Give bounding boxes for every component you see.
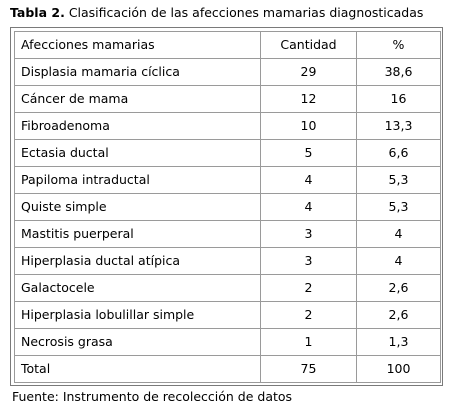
cell-cantidad: 4 bbox=[261, 194, 357, 221]
cell-porcentaje: 16 bbox=[357, 86, 441, 113]
table-frame bbox=[10, 27, 443, 386]
cell-porcentaje: 13,3 bbox=[357, 113, 441, 140]
table-row bbox=[15, 221, 441, 248]
table-row bbox=[15, 113, 441, 140]
cell-cantidad: 10 bbox=[261, 113, 357, 140]
table-row bbox=[15, 329, 441, 356]
cell-afeccion: Necrosis grasa bbox=[15, 329, 261, 356]
header-porcentaje: % bbox=[357, 32, 441, 59]
data-table bbox=[14, 31, 441, 383]
cell-cantidad: 4 bbox=[261, 167, 357, 194]
cell-afeccion: Fibroadenoma bbox=[15, 113, 261, 140]
cell-porcentaje: 2,6 bbox=[357, 275, 441, 302]
cell-afeccion: Hiperplasia ductal atípica bbox=[15, 248, 261, 275]
cell-cantidad: 5 bbox=[261, 140, 357, 167]
table-row bbox=[15, 275, 441, 302]
header-row bbox=[15, 32, 441, 59]
table-row bbox=[15, 248, 441, 275]
table-row bbox=[15, 59, 441, 86]
cell-porcentaje: 4 bbox=[357, 221, 441, 248]
table-caption bbox=[10, 5, 423, 20]
total-label: Total bbox=[15, 356, 261, 383]
cell-afeccion: Mastitis puerperal bbox=[15, 221, 261, 248]
cell-afeccion: Quiste simple bbox=[15, 194, 261, 221]
caption-label: Tabla 2. bbox=[10, 5, 65, 20]
total-cantidad: 75 bbox=[261, 356, 357, 383]
table-row bbox=[15, 167, 441, 194]
source-note: Fuente: Instrumento de recolección de datos bbox=[12, 389, 293, 404]
cell-porcentaje: 5,3 bbox=[357, 194, 441, 221]
cell-afeccion: Ectasia ductal bbox=[15, 140, 261, 167]
cell-cantidad: 3 bbox=[261, 248, 357, 275]
cell-porcentaje: 6,6 bbox=[357, 140, 441, 167]
cell-afeccion: Cáncer de mama bbox=[15, 86, 261, 113]
table-row bbox=[15, 86, 441, 113]
table-row bbox=[15, 302, 441, 329]
cell-afeccion: Displasia mamaria cíclica bbox=[15, 59, 261, 86]
cell-cantidad: 29 bbox=[261, 59, 357, 86]
cell-porcentaje: 2,6 bbox=[357, 302, 441, 329]
cell-porcentaje: 4 bbox=[357, 248, 441, 275]
table-row bbox=[15, 194, 441, 221]
caption-text: Clasificación de las afecciones mamarias diagnosticadas bbox=[68, 5, 424, 20]
header-cantidad: Cantidad bbox=[261, 32, 357, 59]
table-row bbox=[15, 140, 441, 167]
header-afecciones: Afecciones mamarias bbox=[15, 32, 261, 59]
cell-cantidad: 3 bbox=[261, 221, 357, 248]
total-porcentaje: 100 bbox=[357, 356, 441, 383]
cell-porcentaje: 38,6 bbox=[357, 59, 441, 86]
cell-cantidad: 12 bbox=[261, 86, 357, 113]
cell-porcentaje: 5,3 bbox=[357, 167, 441, 194]
cell-afeccion: Papiloma intraductal bbox=[15, 167, 261, 194]
cell-cantidad: 2 bbox=[261, 302, 357, 329]
cell-afeccion: Galactocele bbox=[15, 275, 261, 302]
total-row bbox=[15, 356, 441, 383]
cell-cantidad: 2 bbox=[261, 275, 357, 302]
cell-afeccion: Hiperplasia lobulillar simple bbox=[15, 302, 261, 329]
cell-porcentaje: 1,3 bbox=[357, 329, 441, 356]
cell-cantidad: 1 bbox=[261, 329, 357, 356]
